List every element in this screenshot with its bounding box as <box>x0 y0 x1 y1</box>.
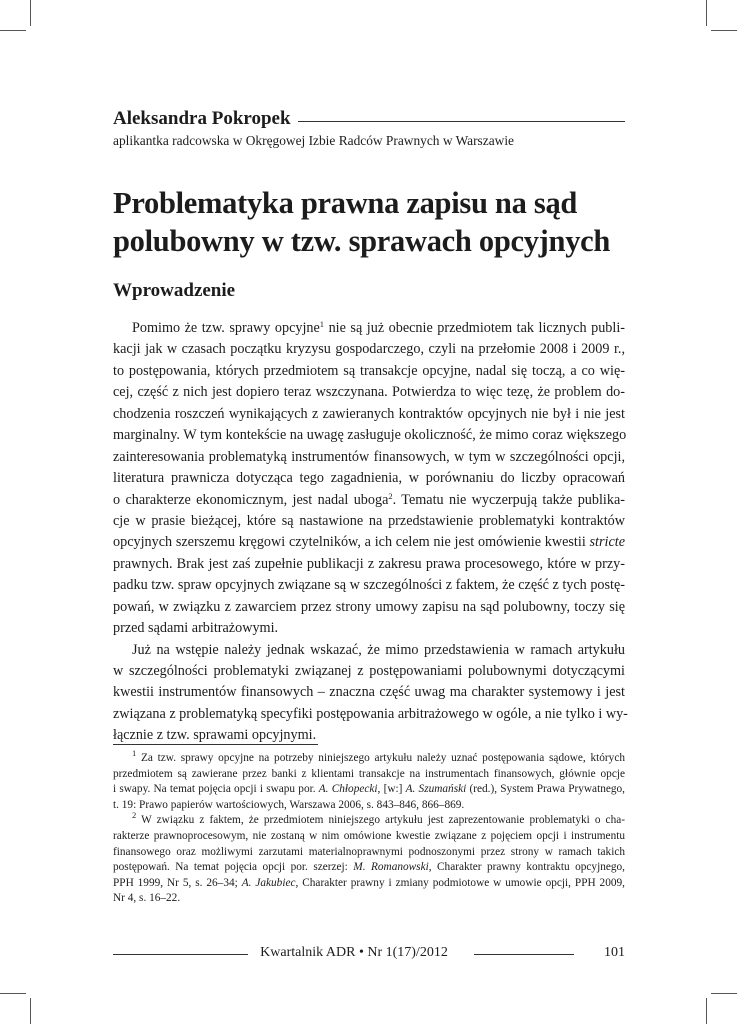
crop-mark-top-right-h <box>711 30 737 31</box>
text-line: PPH 1999, Nr 5, s. 26–34; A. Jakubiec, Charakter prawny i zmiany podmiotowe w umowie opcji, PPH 2009, <box>113 876 625 889</box>
title-line: polubowny w tzw. sprawach opcyjnych <box>113 224 611 258</box>
crop-mark-top-left <box>30 0 31 26</box>
text-line: łącznie z tzw. sprawami opcyjnymi. <box>113 727 317 744</box>
footnote-marker: 1 <box>319 319 325 329</box>
author-row <box>113 108 625 130</box>
text-line: padku tzw. spraw opcyjnych związane są w szczególności z faktem, że część z tych postę- <box>113 577 625 594</box>
author-rule <box>298 121 625 122</box>
text-line: w szczególności problematyki związanej z postępowaniami polubownymi dotyczącymi <box>113 663 625 679</box>
italic-text: A. Szumański <box>405 783 467 796</box>
text-line: kwestii instrumentów finansowych – znaczna część uwag ma charakter systemowy i jest <box>113 684 625 701</box>
text-line: $^1$ Za tzw. sprawy opcyjne na potrzeby niniejszego artykułu należy uznać postępowania sądowe, których <box>132 748 625 764</box>
text-line: prawnych. Brak jest zaś zupełnie publikacji z zakresu prawa procesowego, które w przy- <box>113 555 625 572</box>
paragraph <box>113 640 628 747</box>
text-line: przed sądami arbitrażowymi. <box>113 620 279 637</box>
text-line: chodzenia roszczeń wynikających z zawieranych kontraktów opcyjnych nie był i nie jest <box>113 405 625 422</box>
footnote-marker: 1 <box>132 748 137 758</box>
italic-text: A. Jakubiec <box>241 876 296 889</box>
journal-issue: Kwartalnik ADR • Nr 1(17)/2012 <box>260 945 448 960</box>
crop-mark-bottom-right <box>706 998 707 1024</box>
crop-mark-top-left-h <box>0 30 26 31</box>
footnote <box>113 748 625 813</box>
text-line: Już na wstępie należy jednak wskazać, że mimo przedstawienia w ramach artykułu <box>132 641 625 658</box>
text-line: postępowań. Na temat pojęcia opcji por. szerzej: M. Romanowski, Charakter prawny kontraktu opcyjnego, <box>113 861 626 874</box>
text-line: związana z problematyką specyfiki postępowania arbitrażowego w ogóle, a nie tylko i wy- <box>113 705 628 722</box>
text-line: zainteresowania problematyką instrumentów finansowych, w tym w szczególności opcji, <box>113 448 625 465</box>
text-line: finansowego oraz możliwymi zarzutami materialnoprawnymi podnoszonymi przez strony w ramach takich <box>113 845 625 858</box>
text-line: rakterze prawnoprocesowym, nie zostaną w nim omówione kwestie związane z pojęciem opcji i instrumentu <box>113 829 625 842</box>
crop-mark-bottom-left-h <box>0 993 26 994</box>
text-line: t. 19: Prawo papierów wartościowych, Warszawa 2006, s. 843–846, 866–869. <box>113 798 465 811</box>
italic-text: M. Romanowski <box>353 861 429 874</box>
page-number: 101 <box>604 945 625 960</box>
footer-rule-right <box>474 954 574 955</box>
text-line: literatura prawnicza dotycząca tego zagadnienia, w porównaniu do liczby opracowań <box>113 470 625 487</box>
footnote-marker: 2 <box>388 490 393 501</box>
crop-mark-bottom-right-h <box>711 993 737 994</box>
article-title <box>113 184 633 260</box>
section-heading: Wprowadzenie <box>113 280 236 301</box>
text-line: $^2$ W związku z faktem, że przedmiotem niniejszego artykułu jest zaprezentowanie problematyki o cha- <box>132 810 625 827</box>
crop-mark-top-right <box>706 0 707 26</box>
author-name: Aleksandra Pokropek <box>113 108 291 129</box>
footnote-separator <box>113 744 318 745</box>
text-line: o charakterze ekonomicznym, jest nadal uboga$^2$. Tematu nie wyczerpują także publika- <box>113 490 625 508</box>
crop-mark-bottom-left <box>30 998 31 1024</box>
text-line: cej, część z nich jest dopiero teraz wszczynana. Potwierdza to więc tezę, że problem do- <box>113 384 625 401</box>
title-line: Problematyka prawna zapisu na sąd <box>113 186 578 220</box>
text-line: powań, w związku z zawarciem przez strony umowy zapisu na sąd polubowny, toczy się <box>113 598 625 615</box>
article-body <box>113 318 628 747</box>
text-line: Pomimo że tzw. sprawy opcyjne$^1$ nie są już obecnie przedmiotem tak licznych publi- <box>132 319 625 336</box>
footnote-marker: 2 <box>132 810 137 821</box>
text-line: kacji jak w czasach początku kryzysu gospodarczego, czyli na przełomie 2008 i 2009 r., <box>113 341 625 358</box>
text-line: cje w prasie bieżącej, które są nastawione na przedstawienie problematyki kontraktów <box>113 512 625 529</box>
footnote <box>113 810 626 907</box>
text-line: opcyjnych szerszemu kręgowi czytelników, a ich celem nie jest omówienie kwestii stricte <box>113 534 625 551</box>
text-line: marginalny. W tym kontekście na uwagę zasługuje okoliczność, że mimo coraz większego <box>113 427 627 444</box>
text-line: Nr 4, s. 16–22. <box>113 892 181 905</box>
italic-text: stricte <box>589 534 625 551</box>
paragraph <box>113 318 625 640</box>
text-line: przedmiotem są zawierane przez banki z klientami transakcje na instrumentach finansowych, głównie opcje <box>113 767 625 780</box>
text-line: i swapy. Na temat pojęcia opcji i swapu por. A. Chłopecki, [w:] A. Szumański (red.), System Prawa Prywatnego, <box>113 783 625 796</box>
page-footer <box>113 945 625 963</box>
text-line: to postępowania, których przedmiotem są transakcje opcyjne, nadal się toczą, a co wię- <box>113 362 625 379</box>
author-affiliation: aplikantka radcowska w Okręgowej Izbie Radców Prawnych w Warszawie <box>113 133 514 148</box>
italic-text: A. Chłopecki <box>318 783 378 796</box>
footnotes <box>113 748 626 907</box>
